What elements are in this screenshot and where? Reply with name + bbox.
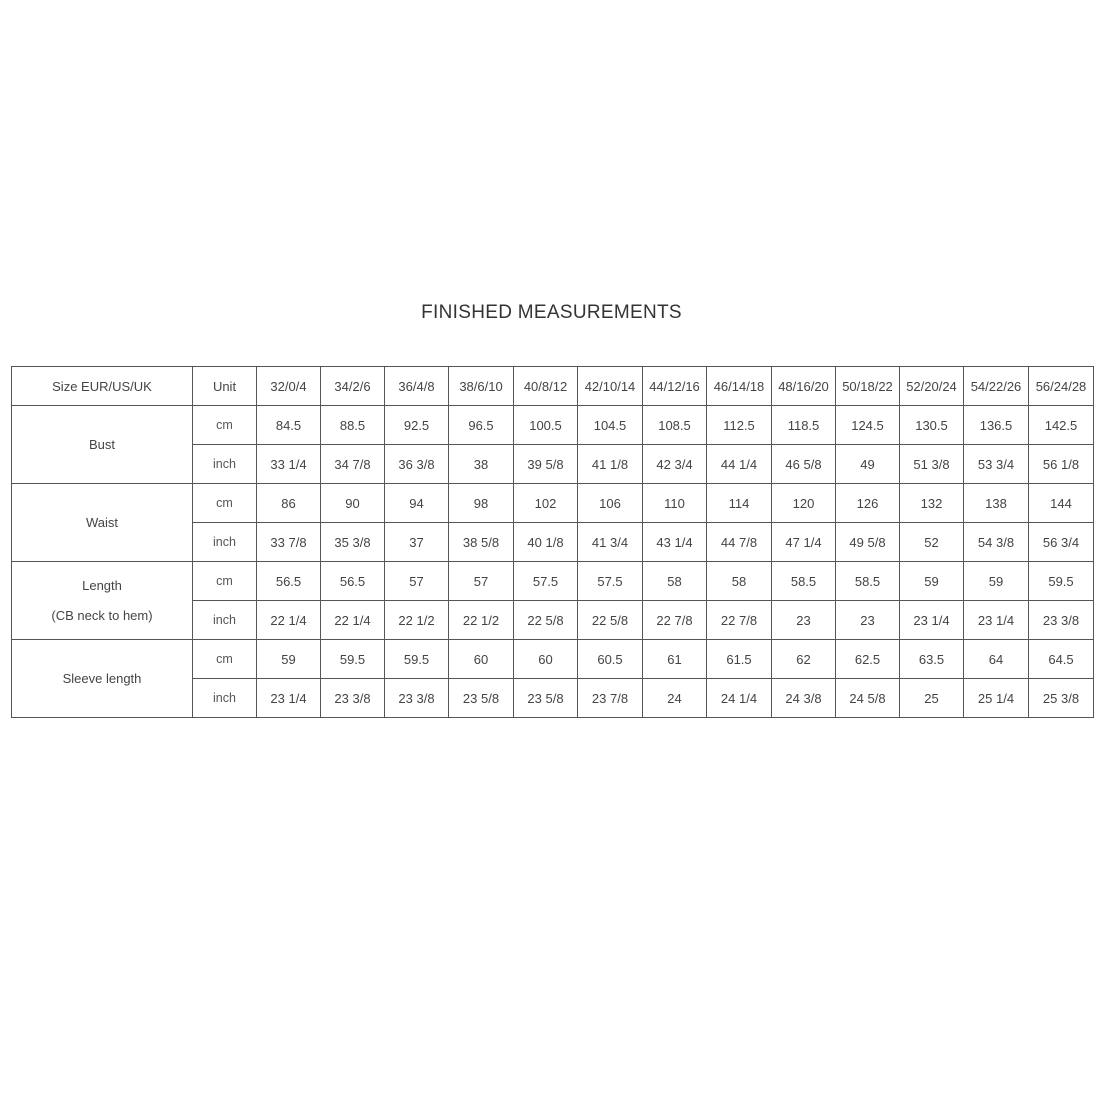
value-cell: 92.5 (385, 406, 449, 445)
size-column-header: 52/20/24 (900, 367, 964, 406)
value-cell: 110 (643, 484, 707, 523)
value-cell: 23 3/8 (321, 679, 385, 718)
size-column-header: 42/10/14 (578, 367, 643, 406)
value-cell: 58 (643, 562, 707, 601)
value-cell: 112.5 (707, 406, 772, 445)
value-cell: 34 7/8 (321, 445, 385, 484)
value-cell: 53 3/4 (964, 445, 1029, 484)
value-cell: 23 1/4 (257, 679, 321, 718)
value-cell: 43 1/4 (643, 523, 707, 562)
value-cell: 49 (836, 445, 900, 484)
table-row (12, 562, 1094, 601)
size-column-header: 40/8/12 (514, 367, 578, 406)
value-cell: 24 (643, 679, 707, 718)
unit-cell: inch (193, 445, 257, 484)
value-cell: 59.5 (1029, 562, 1094, 601)
value-cell: 64 (964, 640, 1029, 679)
value-cell: 22 1/4 (321, 601, 385, 640)
value-cell: 94 (385, 484, 449, 523)
value-cell: 44 7/8 (707, 523, 772, 562)
table-row (12, 640, 1094, 679)
value-cell: 104.5 (578, 406, 643, 445)
value-cell: 37 (385, 523, 449, 562)
value-cell: 60 (514, 640, 578, 679)
measurement-label (12, 484, 193, 562)
measurements-table (11, 366, 1094, 718)
value-cell: 114 (707, 484, 772, 523)
value-cell: 62 (772, 640, 836, 679)
value-cell: 132 (900, 484, 964, 523)
measurement-label-line: Length (82, 577, 122, 593)
size-header: Size EUR/US/UK (12, 367, 193, 406)
value-cell: 64.5 (1029, 640, 1094, 679)
value-cell: 56.5 (321, 562, 385, 601)
size-column-header: 50/18/22 (836, 367, 900, 406)
value-cell: 86 (257, 484, 321, 523)
value-cell: 22 1/2 (449, 601, 514, 640)
value-cell: 88.5 (321, 406, 385, 445)
value-cell: 42 3/4 (643, 445, 707, 484)
value-cell: 60.5 (578, 640, 643, 679)
value-cell: 25 (900, 679, 964, 718)
value-cell: 51 3/8 (900, 445, 964, 484)
value-cell: 22 1/2 (385, 601, 449, 640)
size-column-header: 38/6/10 (449, 367, 514, 406)
value-cell: 46 5/8 (772, 445, 836, 484)
value-cell: 23 7/8 (578, 679, 643, 718)
value-cell: 23 (772, 601, 836, 640)
size-column-header: 56/24/28 (1029, 367, 1094, 406)
table-body (12, 367, 1094, 718)
measurement-label-line: Waist (85, 514, 119, 530)
value-cell: 63.5 (900, 640, 964, 679)
table-row (12, 484, 1094, 523)
value-cell: 108.5 (643, 406, 707, 445)
measurement-label-line: (CB neck to hem) (51, 607, 153, 623)
measurement-label (12, 640, 193, 718)
value-cell: 23 5/8 (449, 679, 514, 718)
page-title: FINISHED MEASUREMENTS (421, 302, 682, 323)
value-cell: 59 (964, 562, 1029, 601)
value-cell: 100.5 (514, 406, 578, 445)
value-cell: 120 (772, 484, 836, 523)
value-cell: 130.5 (900, 406, 964, 445)
value-cell: 22 5/8 (578, 601, 643, 640)
table-row (12, 406, 1094, 445)
value-cell: 22 5/8 (514, 601, 578, 640)
value-cell: 59.5 (385, 640, 449, 679)
value-cell: 58 (707, 562, 772, 601)
value-cell: 41 3/4 (578, 523, 643, 562)
value-cell: 118.5 (772, 406, 836, 445)
value-cell: 138 (964, 484, 1029, 523)
value-cell: 23 (836, 601, 900, 640)
size-column-header: 32/0/4 (257, 367, 321, 406)
value-cell: 102 (514, 484, 578, 523)
measurement-label-line: Bust (88, 436, 115, 452)
value-cell: 56 3/4 (1029, 523, 1094, 562)
value-cell: 59 (257, 640, 321, 679)
value-cell: 57 (449, 562, 514, 601)
size-column-header: 48/16/20 (772, 367, 836, 406)
value-cell: 24 5/8 (836, 679, 900, 718)
value-cell: 57.5 (514, 562, 578, 601)
value-cell: 23 3/8 (1029, 601, 1094, 640)
value-cell: 96.5 (449, 406, 514, 445)
value-cell: 25 3/8 (1029, 679, 1094, 718)
value-cell: 57.5 (578, 562, 643, 601)
value-cell: 35 3/8 (321, 523, 385, 562)
value-cell: 39 5/8 (514, 445, 578, 484)
value-cell: 23 1/4 (900, 601, 964, 640)
value-cell: 90 (321, 484, 385, 523)
value-cell: 59.5 (321, 640, 385, 679)
size-column-header: 34/2/6 (321, 367, 385, 406)
value-cell: 124.5 (836, 406, 900, 445)
value-cell: 22 7/8 (643, 601, 707, 640)
measurement-label (12, 562, 193, 640)
unit-cell: cm (193, 406, 257, 445)
value-cell: 144 (1029, 484, 1094, 523)
unit-cell: inch (193, 601, 257, 640)
value-cell: 61 (643, 640, 707, 679)
value-cell: 52 (900, 523, 964, 562)
value-cell: 41 1/8 (578, 445, 643, 484)
value-cell: 40 1/8 (514, 523, 578, 562)
value-cell: 59 (900, 562, 964, 601)
value-cell: 24 1/4 (707, 679, 772, 718)
value-cell: 98 (449, 484, 514, 523)
value-cell: 33 1/4 (257, 445, 321, 484)
value-cell: 36 3/8 (385, 445, 449, 484)
value-cell: 58.5 (772, 562, 836, 601)
size-column-header: 46/14/18 (707, 367, 772, 406)
unit-cell: cm (193, 640, 257, 679)
value-cell: 57 (385, 562, 449, 601)
unit-cell: inch (193, 523, 257, 562)
value-cell: 38 5/8 (449, 523, 514, 562)
value-cell: 60 (449, 640, 514, 679)
measurement-label (12, 406, 193, 484)
value-cell: 22 7/8 (707, 601, 772, 640)
value-cell: 23 5/8 (514, 679, 578, 718)
value-cell: 61.5 (707, 640, 772, 679)
value-cell: 47 1/4 (772, 523, 836, 562)
value-cell: 56 1/8 (1029, 445, 1094, 484)
value-cell: 58.5 (836, 562, 900, 601)
value-cell: 56.5 (257, 562, 321, 601)
value-cell: 106 (578, 484, 643, 523)
value-cell: 126 (836, 484, 900, 523)
value-cell: 136.5 (964, 406, 1029, 445)
size-column-header: 36/4/8 (385, 367, 449, 406)
value-cell: 62.5 (836, 640, 900, 679)
value-cell: 23 3/8 (385, 679, 449, 718)
value-cell: 54 3/8 (964, 523, 1029, 562)
unit-header: Unit (193, 367, 257, 406)
value-cell: 44 1/4 (707, 445, 772, 484)
value-cell: 25 1/4 (964, 679, 1029, 718)
value-cell: 24 3/8 (772, 679, 836, 718)
header-row (12, 367, 1094, 406)
size-column-header: 54/22/26 (964, 367, 1029, 406)
value-cell: 49 5/8 (836, 523, 900, 562)
unit-cell: inch (193, 679, 257, 718)
value-cell: 22 1/4 (257, 601, 321, 640)
value-cell: 38 (449, 445, 514, 484)
value-cell: 33 7/8 (257, 523, 321, 562)
unit-cell: cm (193, 562, 257, 601)
value-cell: 142.5 (1029, 406, 1094, 445)
size-column-header: 44/12/16 (643, 367, 707, 406)
unit-cell: cm (193, 484, 257, 523)
value-cell: 84.5 (257, 406, 321, 445)
measurement-label-line: Sleeve length (62, 670, 142, 686)
value-cell: 23 1/4 (964, 601, 1029, 640)
